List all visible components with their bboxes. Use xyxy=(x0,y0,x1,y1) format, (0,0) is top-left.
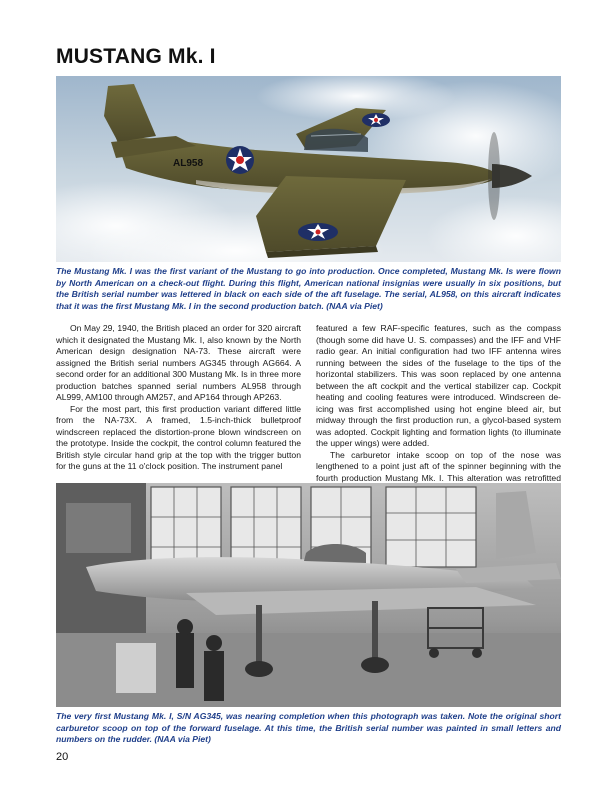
caption-bottom: The very first Mustang Mk. I, S/N AG345, was nearing completion when this photograph was taken. Note the original short carburetor scoop on top of the forward fuselage. At this time, the British serial number was painted in small letters and numbers on the rudder. (NAA via Piet) xyxy=(56,711,561,744)
paragraph: On May 29, 1940, the British placed an order for 320 aircraft which it designated the Mustang Mk. I, also known by the North American design designation NA-73. These aircraft were assigned the British serial numbers AG345 through AG664. A second order for an additional 300 Mustang Mk. Is in three more production batches spanned serial numbers AL958 through AL999, AM100 through AM257, and AP164 through AP263. xyxy=(56,323,301,402)
page-number: 20 xyxy=(56,751,69,763)
serial-marking: AL958 xyxy=(173,158,204,169)
color-aircraft-photo xyxy=(56,76,561,262)
caption-top: The Mustang Mk. I was the first variant of the Mustang to go into production. Once completed, Mustang Mk. Is were flown by North American on a check-out flight. During this flight, American national insignias were usually in six positions, but the British serial number was lettered in black on each side of the aft fuselage. The serial, AL958, on this aircraft indicates that it was the first Mustang Mk. I in the second production batch. (NAA via Piet) xyxy=(56,266,561,311)
hangar-photo xyxy=(56,483,561,707)
paragraph: featured a few RAF-specific features, such as the compass (though some did have U. S. compasses) and the IFF and VHF radio gear. An initial configuration had two IFF antenna wires running between the sides of the fuselage to the tips of the horizontal stabilizers. This was soon replaced by one antenna between the aft cockpit and the vertical stabilizer cap. Cockpit heating and cooling features were introduced. Windscreen de-icing was first accomplished using hot engine bleed air, but midway through the first production run, a glycol-based system was adopted. Cockpit lighting and formation lights (to illuminate the upper wings) were added. xyxy=(316,323,561,448)
body-column-left xyxy=(56,323,301,473)
paragraph: The carburetor intake scoop on top of the nose was lengthened to a point just aft of the spinner beginning with the fourth production Mustang Mk. I. This alteration was retrofitted xyxy=(316,449,561,483)
body-column-right xyxy=(316,323,561,496)
paragraph: For the most part, this first production variant differed little from the NA-73X. A framed, 1.5-inch-thick bulletproof windscreen replaced the distortion-prone blown windscreen on the prototype. Inside the cockpit, the control column featured the British style circular hand grip at the top with the trigger button for the guns at the 11 o'clock position. The instrument panel xyxy=(56,403,301,471)
page-title: MUSTANG Mk. I xyxy=(56,45,216,68)
